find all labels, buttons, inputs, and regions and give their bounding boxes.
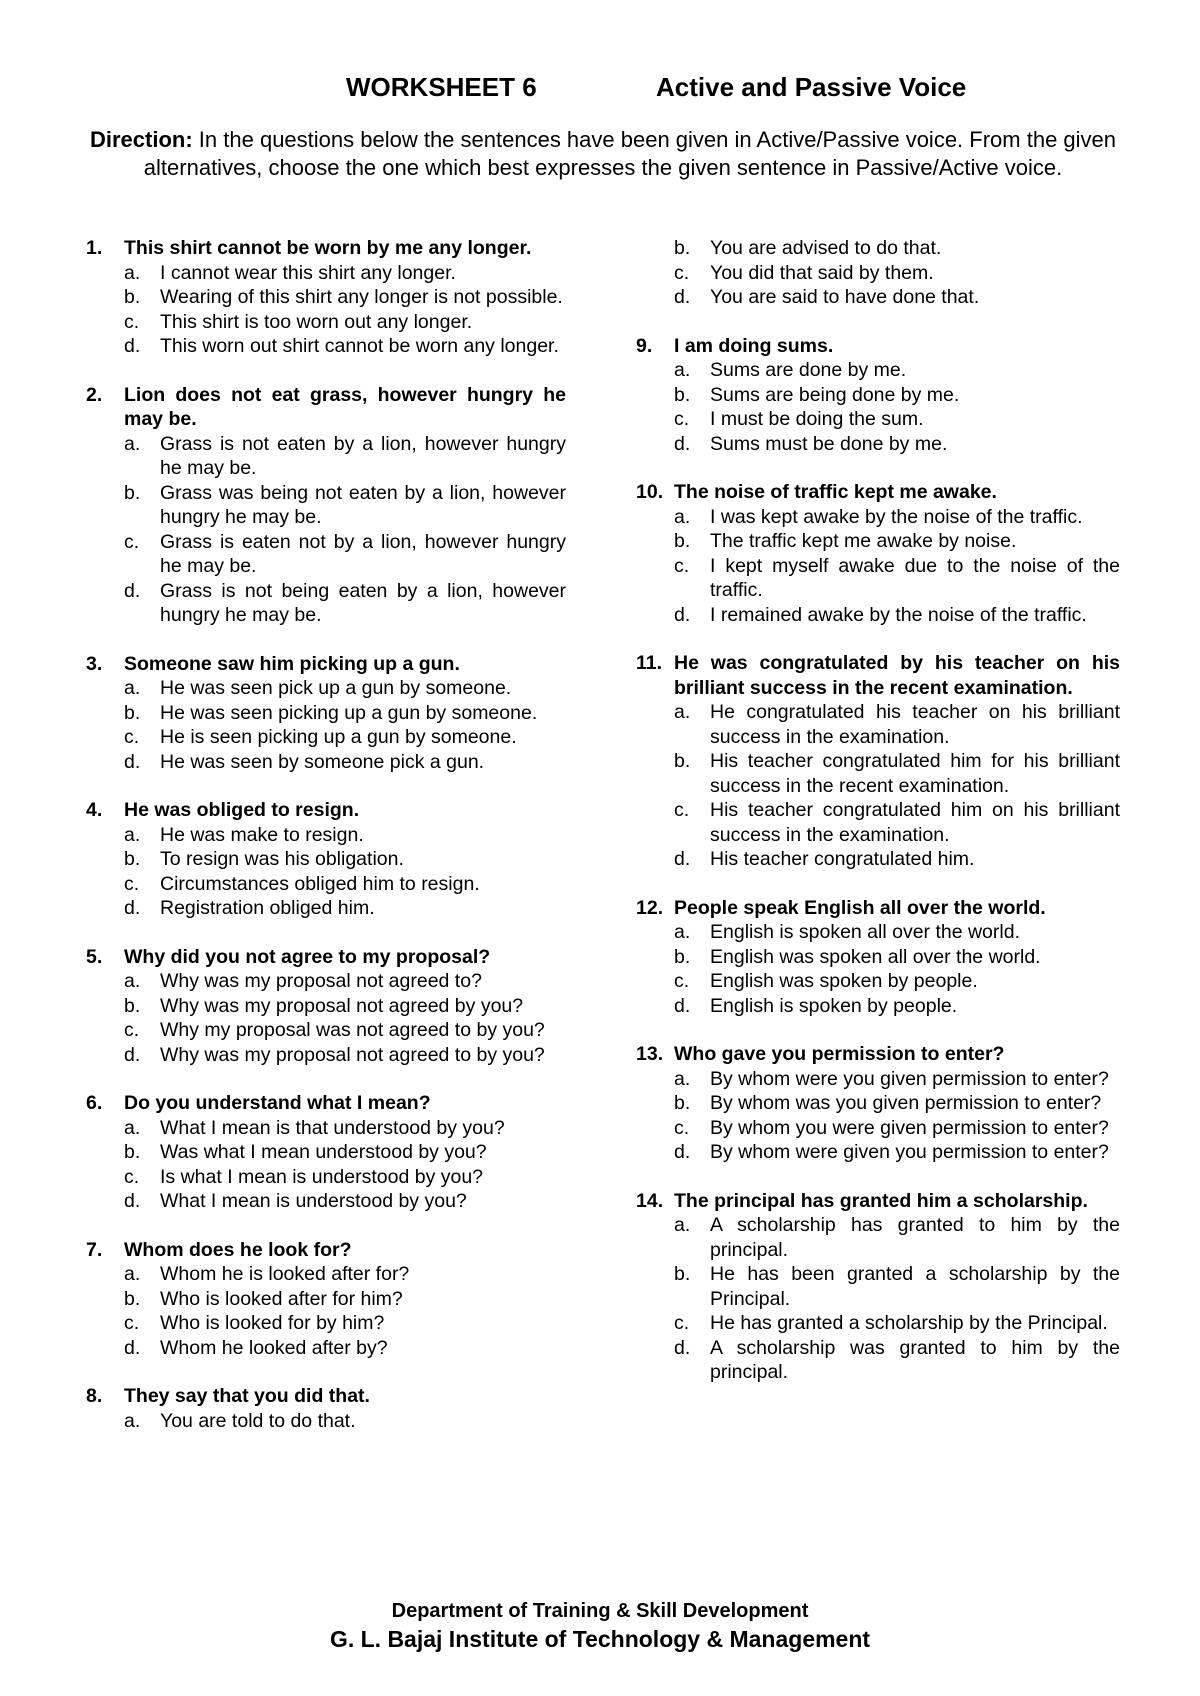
option-text: Sums are done by me. bbox=[710, 359, 907, 381]
question bbox=[636, 651, 1120, 872]
option-letter: b. bbox=[124, 848, 141, 870]
question bbox=[86, 1091, 566, 1214]
option-letter: b. bbox=[674, 1263, 691, 1285]
option-text: A scholarship has granted to him by the principal. bbox=[710, 1214, 1120, 1261]
question-text: The noise of traffic kept me awake. bbox=[674, 481, 997, 503]
option-letter: d. bbox=[674, 994, 691, 1017]
option-letter: c. bbox=[124, 530, 140, 553]
option bbox=[86, 579, 566, 628]
question-text: Do you understand what I mean? bbox=[124, 1092, 431, 1114]
option-letter: b. bbox=[124, 701, 141, 724]
option-letter: a. bbox=[124, 261, 141, 284]
option-letter: d. bbox=[124, 1043, 141, 1066]
option-text: Why my proposal was not agreed to by you? bbox=[160, 1019, 545, 1041]
question-number: 4. bbox=[86, 799, 103, 821]
option-text: Was what I mean understood by you? bbox=[160, 1141, 487, 1163]
option-text: Who is looked after for him? bbox=[160, 1287, 403, 1310]
option-text: This shirt is too worn out any longer. bbox=[160, 310, 473, 333]
option-text: I cannot wear this shirt any longer. bbox=[160, 261, 456, 284]
option bbox=[86, 481, 566, 530]
option-text: He has granted a scholarship by the Principal. bbox=[710, 1312, 1108, 1334]
option-letter: d. bbox=[124, 335, 141, 357]
question-number: 9. bbox=[636, 334, 653, 357]
option bbox=[86, 847, 566, 872]
option-letter: a. bbox=[124, 432, 141, 455]
option-text: What I mean is that understood by you? bbox=[160, 1116, 505, 1139]
option-text: You did that said by them. bbox=[710, 261, 934, 284]
option-letter: b. bbox=[124, 286, 141, 308]
option-text: Grass was being not eaten by a lion, however hungry he may be. bbox=[160, 481, 566, 528]
option bbox=[636, 749, 1120, 798]
option-letter: b. bbox=[674, 1092, 691, 1114]
question-number: 1. bbox=[86, 237, 103, 259]
option bbox=[636, 700, 1120, 749]
question-text: Who gave you permission to enter? bbox=[674, 1043, 1005, 1065]
institute-name: G. L. Bajaj Institute of Technology & Management bbox=[329, 1626, 871, 1652]
option-letter: c. bbox=[124, 872, 140, 895]
option bbox=[86, 676, 566, 701]
option bbox=[86, 1018, 566, 1043]
option bbox=[636, 1262, 1120, 1311]
question-text: They say that you did that. bbox=[124, 1385, 370, 1407]
option bbox=[636, 505, 1120, 530]
option-text: You are told to do that. bbox=[160, 1409, 356, 1432]
option-text: His teacher congratulated him for his brilliant success in the recent examination. bbox=[710, 750, 1120, 797]
question-number: 12. bbox=[636, 896, 664, 919]
option-text: English was spoken all over the world. bbox=[710, 945, 1041, 968]
option-letter: a. bbox=[124, 823, 141, 846]
option-text: Grass is not eaten by a lion, however hungry he may be. bbox=[160, 432, 566, 479]
option-letter: d. bbox=[124, 1336, 141, 1359]
option bbox=[636, 261, 1120, 286]
option-letter: d. bbox=[674, 286, 691, 308]
option-letter: c. bbox=[124, 726, 140, 748]
option bbox=[86, 1140, 566, 1165]
option bbox=[86, 1262, 566, 1287]
question-text: He was congratulated by his teacher on his brilliant success in the recent examination. bbox=[674, 652, 1120, 699]
question-text: Whom does he look for? bbox=[124, 1238, 352, 1261]
option bbox=[86, 310, 566, 335]
option-letter: a. bbox=[124, 1116, 141, 1139]
option-letter: b. bbox=[124, 481, 141, 504]
option bbox=[636, 945, 1120, 970]
option-text: His teacher congratulated him on his brilliant success in the examination. bbox=[710, 799, 1120, 846]
option bbox=[86, 701, 566, 726]
question-number: 6. bbox=[86, 1092, 103, 1114]
option-text: I kept myself awake due to the noise of the traffic. bbox=[710, 554, 1120, 601]
option-letter: b. bbox=[124, 1287, 141, 1310]
option-letter: c. bbox=[124, 1019, 140, 1041]
option-letter: c. bbox=[124, 1312, 140, 1334]
question bbox=[636, 896, 1120, 1019]
option bbox=[86, 334, 566, 359]
question bbox=[86, 236, 566, 359]
department-name: Department of Training & Skill Development bbox=[391, 1600, 809, 1622]
option-text: Registration obliged him. bbox=[160, 897, 375, 919]
question bbox=[636, 1042, 1120, 1165]
option-text: Circumstances obliged him to resign. bbox=[160, 872, 480, 895]
left-column bbox=[86, 236, 566, 1433]
question bbox=[86, 383, 566, 628]
question bbox=[86, 652, 566, 775]
page-footer bbox=[0, 1598, 1200, 1654]
option-letter: c. bbox=[674, 1116, 690, 1139]
question-text: He was obliged to resign. bbox=[124, 799, 360, 821]
question-continued bbox=[636, 236, 1120, 310]
option bbox=[636, 1116, 1120, 1141]
option-letter: a. bbox=[674, 1067, 691, 1090]
question bbox=[86, 1238, 566, 1361]
question-text: I am doing sums. bbox=[674, 334, 834, 357]
question-number: 5. bbox=[86, 945, 103, 968]
option-letter: c. bbox=[674, 799, 690, 821]
option-text: To resign was his obligation. bbox=[160, 848, 404, 870]
option bbox=[86, 1311, 566, 1336]
question-number: 8. bbox=[86, 1385, 103, 1407]
option bbox=[86, 285, 566, 310]
option bbox=[86, 1189, 566, 1214]
option-text: He has been granted a scholarship by the Principal. bbox=[710, 1263, 1120, 1310]
option bbox=[86, 750, 566, 775]
option-text: By whom were given you permission to enter? bbox=[710, 1141, 1109, 1163]
option bbox=[636, 1140, 1120, 1165]
option-text: He is seen picking up a gun by someone. bbox=[160, 726, 517, 748]
question-number: 2. bbox=[86, 383, 103, 406]
option-text: What I mean is understood by you? bbox=[160, 1190, 467, 1212]
option-letter: b. bbox=[124, 1141, 141, 1163]
option-letter: c. bbox=[124, 310, 140, 333]
direction-block bbox=[88, 126, 1118, 182]
question bbox=[86, 1384, 566, 1433]
option-letter: b. bbox=[124, 994, 141, 1017]
option-letter: b. bbox=[674, 945, 691, 968]
option-text: Grass is eaten not by a lion, however hungry he may be. bbox=[160, 530, 566, 577]
question bbox=[86, 798, 566, 921]
question-text: Lion does not eat grass, however hungry he may be. bbox=[124, 383, 566, 430]
option bbox=[636, 383, 1120, 408]
option-letter: a. bbox=[124, 1409, 141, 1432]
option-letter: d. bbox=[124, 1190, 141, 1212]
option-text: I was kept awake by the noise of the traffic. bbox=[710, 505, 1083, 528]
option bbox=[636, 994, 1120, 1019]
option-letter: a. bbox=[674, 505, 691, 528]
question bbox=[636, 480, 1120, 627]
option-text: Who is looked for by him? bbox=[160, 1312, 385, 1334]
option-letter: d. bbox=[674, 1336, 691, 1359]
option bbox=[86, 1336, 566, 1361]
option bbox=[636, 798, 1120, 847]
option-text: You are advised to do that. bbox=[710, 237, 942, 259]
option bbox=[86, 1409, 566, 1434]
option bbox=[86, 823, 566, 848]
option bbox=[86, 725, 566, 750]
option-letter: a. bbox=[124, 677, 141, 699]
right-column bbox=[636, 236, 1120, 1385]
option-text: Why was my proposal not agreed to? bbox=[160, 970, 482, 992]
option-text: English is spoken by people. bbox=[710, 994, 958, 1017]
question-number: 13. bbox=[636, 1043, 664, 1065]
option-letter: d. bbox=[124, 897, 141, 919]
option-letter: d. bbox=[674, 1141, 691, 1163]
question-number: 10. bbox=[636, 481, 664, 503]
option bbox=[636, 1091, 1120, 1116]
option-text: By whom was you given permission to enter? bbox=[710, 1092, 1102, 1114]
option-text: Sums are being done by me. bbox=[710, 383, 960, 406]
option-text: I remained awake by the noise of the traffic. bbox=[710, 603, 1087, 626]
option-text: English is spoken all over the world. bbox=[710, 921, 1020, 943]
option bbox=[636, 285, 1120, 310]
option bbox=[86, 969, 566, 994]
option-text: The traffic kept me awake by noise. bbox=[710, 530, 1017, 552]
option-letter: d. bbox=[674, 848, 691, 870]
option-letter: c. bbox=[674, 261, 690, 284]
option-text: He was make to resign. bbox=[160, 823, 364, 846]
option bbox=[636, 432, 1120, 457]
option-letter: a. bbox=[674, 1214, 691, 1236]
question bbox=[636, 334, 1120, 457]
option-text: You are said to have done that. bbox=[710, 286, 980, 308]
option bbox=[86, 1043, 566, 1068]
question-text: This shirt cannot be worn by me any longer. bbox=[124, 237, 532, 259]
option-letter: a. bbox=[124, 970, 141, 992]
option-text: He congratulated his teacher on his brilliant success in the examination. bbox=[710, 701, 1120, 748]
option-text: Whom he is looked after for? bbox=[160, 1263, 410, 1285]
option-letter: b. bbox=[674, 237, 691, 259]
option-letter: d. bbox=[674, 603, 691, 626]
option-text: He was seen by someone pick a gun. bbox=[160, 750, 485, 773]
direction-text: In the questions below the sentences have been given in Active/Passive voice. From the given alternatives, choose the one which best expresses the given sentence in Passive/Active voice. bbox=[143, 127, 1117, 180]
option-text: Is what I mean is understood by you? bbox=[160, 1165, 484, 1188]
option-letter: a. bbox=[674, 701, 691, 723]
option bbox=[636, 358, 1120, 383]
option-text: This worn out shirt cannot be worn any longer. bbox=[160, 335, 559, 357]
option-text: I must be doing the sum. bbox=[710, 408, 924, 430]
option bbox=[86, 872, 566, 897]
option bbox=[86, 994, 566, 1019]
option bbox=[86, 432, 566, 481]
option-text: Why was my proposal not agreed to by you? bbox=[160, 1043, 545, 1066]
option-letter: d. bbox=[674, 432, 691, 455]
option-letter: b. bbox=[674, 530, 691, 552]
question bbox=[636, 1189, 1120, 1385]
option-text: Wearing of this shirt any longer is not possible. bbox=[160, 286, 563, 308]
question-text: Someone saw him picking up a gun. bbox=[124, 652, 460, 675]
option-text: Grass is not being eaten by a lion, however hungry he may be. bbox=[160, 579, 566, 626]
option bbox=[636, 1213, 1120, 1262]
option-letter: c. bbox=[674, 408, 690, 430]
option bbox=[636, 969, 1120, 994]
option bbox=[86, 261, 566, 286]
option-letter: c. bbox=[124, 1165, 140, 1188]
option-text: Why was my proposal not agreed by you? bbox=[160, 994, 524, 1017]
option-letter: b. bbox=[674, 383, 691, 406]
option-letter: d. bbox=[124, 750, 141, 773]
option bbox=[86, 1287, 566, 1312]
question-number: 14. bbox=[636, 1189, 664, 1212]
direction-label: Direction: bbox=[89, 127, 193, 152]
option-letter: a. bbox=[674, 359, 691, 381]
question bbox=[86, 945, 566, 1068]
option bbox=[86, 896, 566, 921]
option bbox=[636, 529, 1120, 554]
question-text: People speak English all over the world. bbox=[674, 896, 1046, 919]
worksheet-number: WORKSHEET 6 bbox=[346, 72, 537, 102]
option bbox=[636, 407, 1120, 432]
option-text: By whom were you given permission to enter? bbox=[710, 1067, 1109, 1090]
option-text: He was seen pick up a gun by someone. bbox=[160, 677, 512, 699]
option bbox=[86, 1116, 566, 1141]
option bbox=[636, 236, 1120, 261]
option-letter: d. bbox=[124, 579, 141, 602]
option-letter: a. bbox=[124, 1263, 141, 1285]
question-number: 3. bbox=[86, 652, 103, 675]
option bbox=[636, 603, 1120, 628]
option-text: Sums must be done by me. bbox=[710, 432, 948, 455]
worksheet-topic: Active and Passive Voice bbox=[656, 72, 967, 102]
option-text: His teacher congratulated him. bbox=[710, 848, 975, 870]
option-letter: b. bbox=[674, 750, 691, 772]
option bbox=[636, 554, 1120, 603]
option-text: English was spoken by people. bbox=[710, 970, 978, 992]
question-text: The principal has granted him a scholarship. bbox=[674, 1189, 1088, 1212]
option-letter: a. bbox=[674, 921, 691, 943]
option-text: Whom he looked after by? bbox=[160, 1336, 388, 1359]
option bbox=[86, 530, 566, 579]
option-letter: c. bbox=[674, 554, 690, 577]
option-letter: c. bbox=[674, 970, 690, 992]
option bbox=[636, 1067, 1120, 1092]
option-text: He was seen picking up a gun by someone. bbox=[160, 701, 538, 724]
question-number: 11. bbox=[636, 652, 663, 674]
option bbox=[636, 920, 1120, 945]
option-text: A scholarship was granted to him by the principal. bbox=[710, 1336, 1120, 1383]
option-text: By whom you were given permission to enter? bbox=[710, 1116, 1109, 1139]
option bbox=[636, 1311, 1120, 1336]
option bbox=[86, 1165, 566, 1190]
option bbox=[636, 847, 1120, 872]
option bbox=[636, 1336, 1120, 1385]
option-letter: c. bbox=[674, 1312, 690, 1334]
question-text: Why did you not agree to my proposal? bbox=[124, 945, 491, 968]
question-number: 7. bbox=[86, 1238, 103, 1261]
